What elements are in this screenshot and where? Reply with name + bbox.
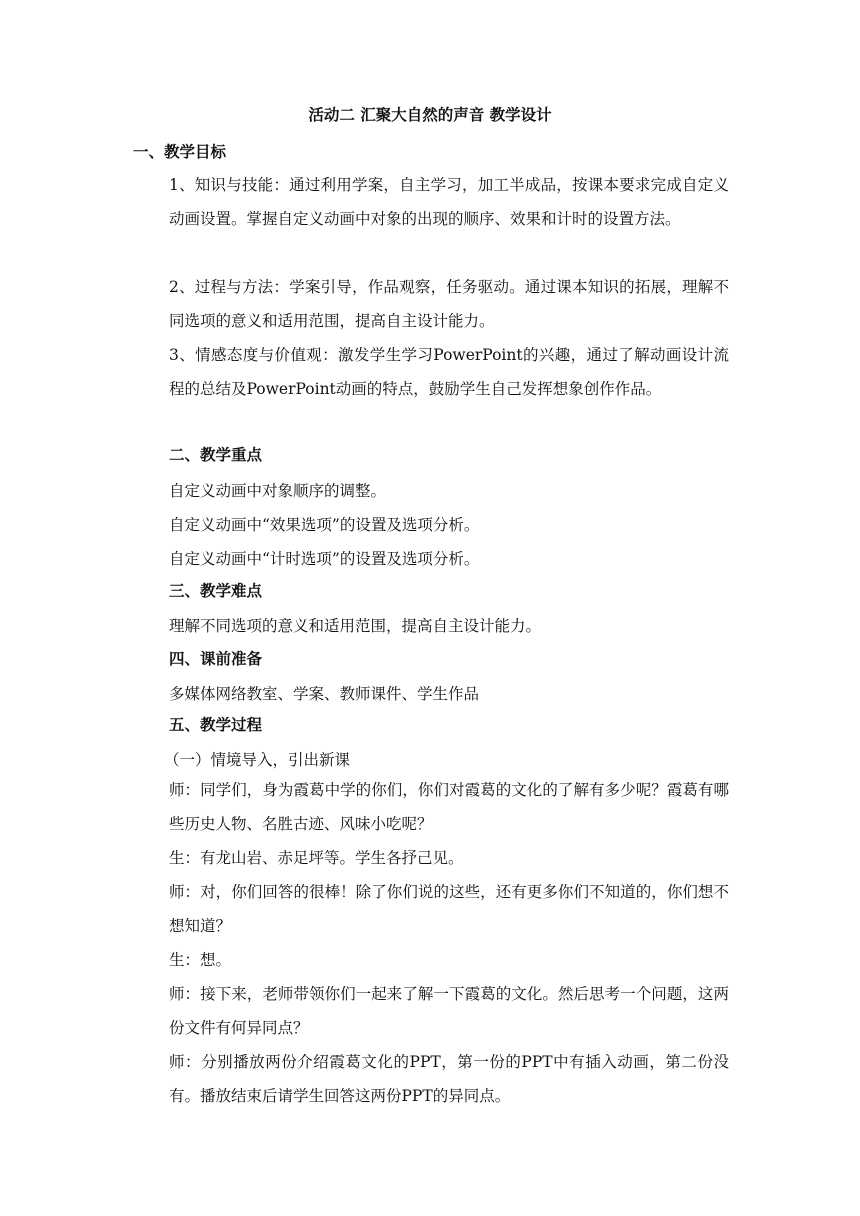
goal-emotion-values: 3、情感态度与价值观：激发学生学习PowerPoint的兴趣，通过了解动画设计流程的总结及PowerPoint动画的特点，鼓励学生自己发挥想象创作作品。 xyxy=(169,346,729,398)
dialogue-paragraph: 师：接下来，老师带领你们一起来了解一下霞葛的文化。然后思考一个问题，这两份文件有何异同点？ xyxy=(169,985,729,1037)
dialogue-paragraph: 师：对，你们回答的很棒！除了你们说的这些，还有更多你们不知道的，你们想不想知道？ xyxy=(169,883,729,935)
dialogue-paragraph: 师：分别播放两份介绍霞葛文化的PPT，第一份的PPT中有插入动画，第二份没有。播放结束后请学生回答这两份PPT的异同点。 xyxy=(169,1053,729,1105)
dialogue-paragraph: 师：同学们，身为霞葛中学的你们，你们对霞葛的文化的了解有多少呢？霞葛有哪些历史人物、名胜古迹、风味小吃呢？ xyxy=(169,781,729,833)
heading-difficulties: 三、教学难点 xyxy=(169,582,263,600)
goal-process-method: 2、过程与方法：学案引导，作品观察，任务驱动。通过课本知识的拓展，理解不同选项的意义和适用范围，提高自主设计能力。 xyxy=(169,278,729,330)
heading-teaching-goals: 一、教学目标 xyxy=(133,143,227,161)
heading-preparation: 四、课前准备 xyxy=(169,650,263,668)
dialogue-paragraph: 生：有龙山岩、赤足坪等。学生各抒己见。 xyxy=(169,849,464,867)
subheading-intro: （一）情境导入，引出新课 xyxy=(164,751,351,769)
key-point-line: 自定义动画中“效果选项”的设置及选项分析。 xyxy=(169,516,480,534)
key-point-line: 自定义动画中对象顺序的调整。 xyxy=(169,482,387,500)
document-title: 活动二 汇聚大自然的声音 教学设计 xyxy=(308,106,552,124)
heading-key-points: 二、教学重点 xyxy=(169,446,263,464)
difficulty-line: 理解不同选项的意义和适用范围，提高自主设计能力。 xyxy=(169,617,542,635)
dialogue-paragraph: 生：想。 xyxy=(169,951,232,969)
heading-teaching-process: 五、教学过程 xyxy=(169,716,263,734)
key-point-line: 自定义动画中“计时选项”的设置及选项分析。 xyxy=(169,550,480,568)
goal-knowledge-skills: 1、知识与技能：通过利用学案，自主学习，加工半成品，按课本要求完成自定义动画设置。掌握自定义动画中对象的出现的顺序、效果和计时的设置方法。 xyxy=(169,176,729,228)
preparation-line: 多媒体网络教室、学案、教师课件、学生作品 xyxy=(169,685,480,703)
